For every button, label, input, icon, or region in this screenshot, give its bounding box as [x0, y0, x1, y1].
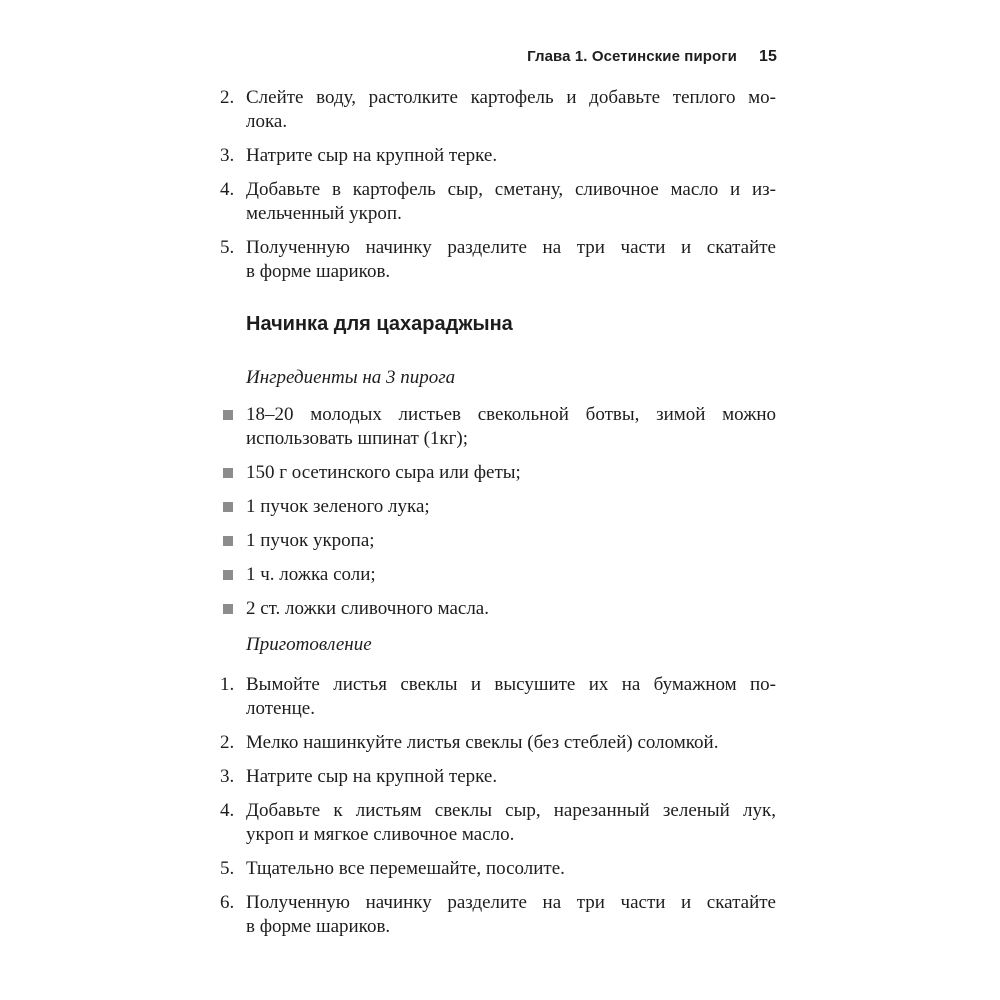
ingredient-text-line: 150 г осетинского сыра или феты; [246, 462, 521, 483]
step-text-line: Добавьте в картофель сыр, сметану, сливочное масло и из- [246, 179, 776, 200]
step-text-line: Полученную начинку разделите на три части и скатайте [246, 892, 776, 913]
ingredient-item [0, 563, 1000, 587]
ingredient-text-line: 2 ст. ложки сливочного масла. [246, 598, 489, 619]
ingredient-text-line: 1 пучок укропа; [246, 530, 375, 551]
step-item [0, 236, 1000, 284]
page-number: 15 [759, 48, 777, 65]
step-number: 3. [220, 145, 235, 166]
ingredient-text-line: использовать шпинат (1кг); [246, 428, 469, 449]
bullet-square-icon [223, 468, 233, 478]
step-text-line: Вымойте листья свеклы и высушите их на бумажном по- [246, 674, 776, 695]
step-item [0, 86, 1000, 134]
chapter-title: Глава 1. Осетинские пироги [527, 48, 737, 65]
bullet-square-icon [223, 570, 233, 580]
running-head [527, 48, 777, 66]
ingredient-item [0, 403, 1000, 451]
step-item [0, 144, 1000, 168]
ingredient-text-line: 18–20 молодых листьев свекольной ботвы, зимой можно [246, 404, 776, 425]
step-item [0, 765, 1000, 789]
step-item [0, 891, 1000, 939]
step-text-line: Мелко нашинкуйте листья свеклы (без стеблей) соломкой. [246, 732, 719, 753]
step-text-line: в форме шариков. [246, 916, 391, 937]
section-heading: Начинка для цахараджына [246, 313, 513, 335]
preparation-steps-list [0, 673, 1000, 939]
ingredients-label: Ингредиенты на 3 пирога [246, 367, 456, 388]
ingredient-item [0, 495, 1000, 519]
step-text-line: лотенце. [246, 698, 315, 719]
step-number: 2. [220, 732, 235, 753]
step-number: 5. [220, 237, 235, 258]
step-text-line: Натрите сыр на крупной терке. [246, 145, 498, 166]
step-item [0, 799, 1000, 847]
step-text-line: Полученную начинку разделите на три части и скатайте [246, 237, 776, 258]
step-item [0, 731, 1000, 755]
step-number: 1. [220, 674, 235, 695]
step-text-line: Слейте воду, растолките картофель и добавьте теплого мо- [246, 87, 776, 108]
bullet-square-icon [223, 536, 233, 546]
step-number: 5. [220, 858, 235, 879]
step-text-line: мельченный укроп. [246, 203, 402, 224]
step-text-line: Тщательно все перемешайте, посолите. [246, 858, 565, 879]
ingredient-item [0, 597, 1000, 621]
bullet-square-icon [223, 410, 233, 420]
step-number: 3. [220, 766, 235, 787]
ingredient-item [0, 461, 1000, 485]
step-text-line: лока. [246, 111, 288, 132]
ingredient-text-line: 1 пучок зеленого лука; [246, 496, 430, 517]
ingredient-item [0, 529, 1000, 553]
step-text-line: Натрите сыр на крупной терке. [246, 766, 498, 787]
step-number: 2. [220, 87, 235, 108]
step-item [0, 178, 1000, 226]
bullet-square-icon [223, 604, 233, 614]
step-text-line: в форме шариков. [246, 261, 391, 282]
step-number: 4. [220, 179, 235, 200]
step-text-line: Добавьте к листьям свеклы сыр, нарезанный зеленый лук, [246, 800, 776, 821]
ingredients-list [0, 403, 1000, 621]
bullet-square-icon [223, 502, 233, 512]
step-number: 4. [220, 800, 235, 821]
step-text-line: укроп и мягкое сливочное масло. [246, 824, 515, 845]
step-number: 6. [220, 892, 235, 913]
step-item [0, 857, 1000, 881]
ingredient-text-line: 1 ч. ложка соли; [246, 564, 376, 585]
steps-top-list [0, 86, 1000, 284]
preparation-label: Приготовление [246, 634, 372, 655]
step-item [0, 673, 1000, 721]
